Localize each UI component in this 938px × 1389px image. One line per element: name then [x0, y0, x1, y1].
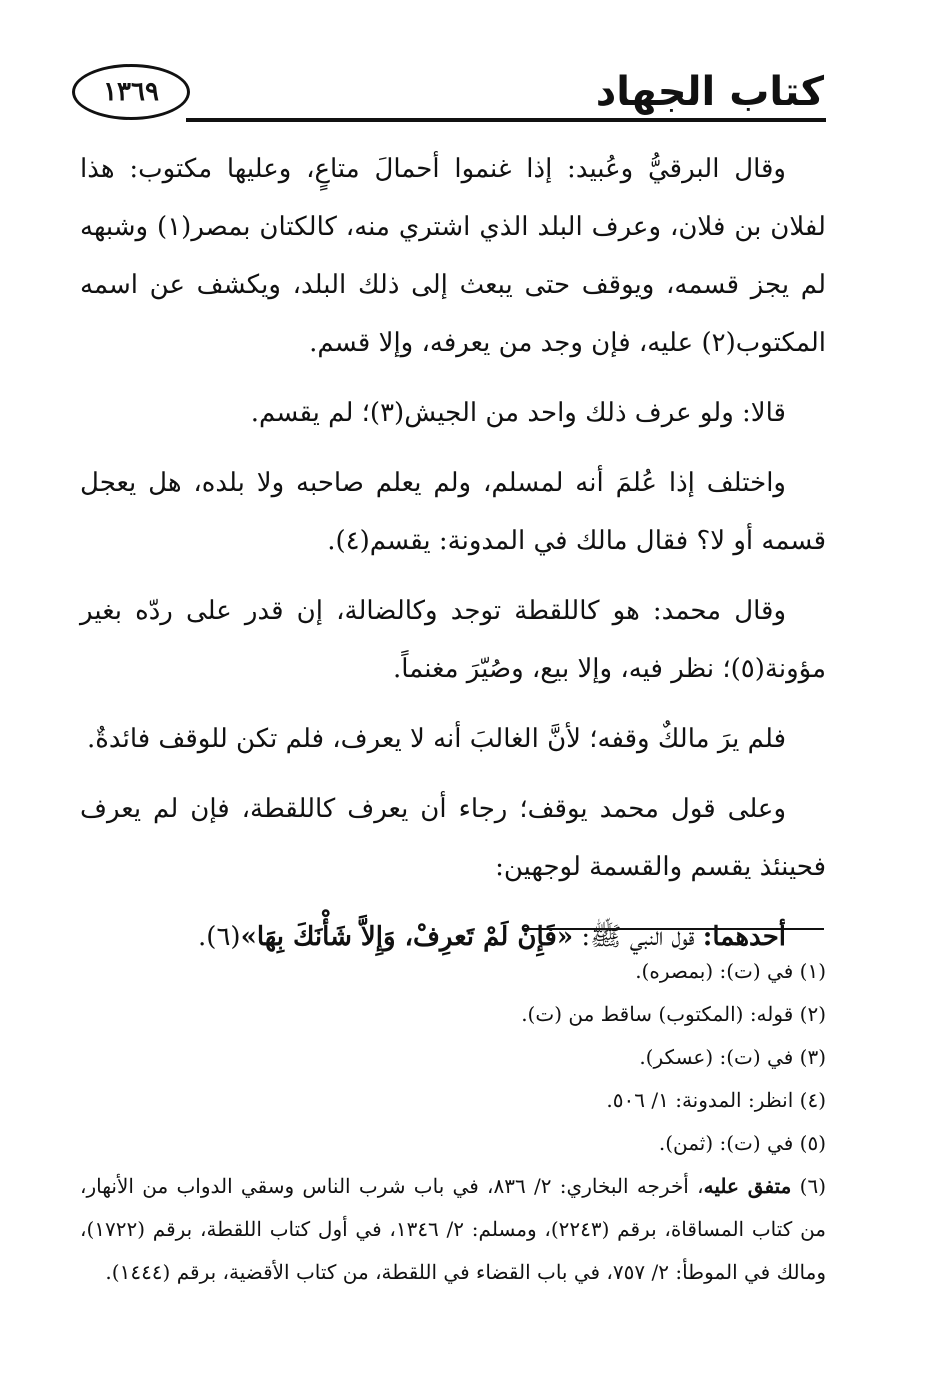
page-header [0, 0, 938, 140]
paragraph: فلم يرَ مالكٌ وقفه؛ لأنَّ الغالبَ أنه لا يعرف، فلم تكن للوقف فائدةٌ. [87, 724, 786, 754]
footnote-bold: متفق عليه [703, 1174, 792, 1198]
paragraph-lead: أحدهما: [702, 922, 786, 952]
paragraph: وعلى قول محمد يوقف؛ رجاء أن يعرف كاللقطة، فإن لم يعرف فحينئذ يقسم والقسمة لوجهين: [80, 794, 826, 882]
paragraph-text: قول النبي ﷺ: [573, 922, 703, 952]
footnote-separator [524, 928, 824, 930]
paragraph: وقال البرقيُّ وعُبيد: إذا غنموا أحمالَ متاعٍ، وعليها مكتوب: هذا لفلان بن فلان، وعرف البلد الذي اشتري منه، كالكتان بمصر(١) وشبهه لم يجز قسمه، ويوقف حتى يبعث إلى ذلك البلد، ويكشف عن اسمه المكتوب(٢) عليه، فإن وجد من يعرفه، وإلا قسم. [80, 154, 826, 358]
paragraph: واختلف إذا عُلمَ أنه لمسلم، ولم يعلم صاحبه ولا بلده، هل يعجل قسمه أو لا؟ فقال مالك في المدونة: يقسم(٤). [80, 468, 826, 556]
footnote: (٣) في (ت): (عسكر). [639, 1045, 826, 1069]
footnote: (١) في (ت): (بمصره). [635, 959, 826, 983]
main-text [80, 140, 826, 978]
page-number-oval [72, 64, 190, 120]
paragraph: قالا: ولو عرف ذلك واحد من الجيش(٣)؛ لم يقسم. [250, 398, 786, 428]
footnote [80, 1165, 826, 1294]
page-number: ١٣٦٩ [103, 77, 159, 107]
hadith-quote: «فَإِنْ لَمْ تَعرِفْ، وَإِلاَّ شَأْنَكَ بِهَا» [240, 922, 574, 952]
footnote: (٤) انظر: المدونة: ١/ ٥٠٦. [606, 1088, 826, 1112]
footnote: (٥) في (ت): (ثمن). [658, 1131, 826, 1155]
footnote-text: ، أخرجه البخاري: ٢/ ٨٣٦، في باب شرب الناس وسقي الدواب من الأنهار، من كتاب المساقاة، برقم (٢٢٤٣)، ومسلم: ٢/ ١٣٤٦، في أول كتاب اللقطة، برقم (١٧٢٢)، ومالك في الموطأ: ٢/ ٧٥٧، في باب القضاء في اللقطة، من كتاب الأقضية، برقم (١٤٤٤). [80, 1174, 827, 1284]
footnote: (٢) قوله: (المكتوب) ساقط من (ت). [521, 1002, 826, 1026]
book-title: كتاب الجهاد [595, 69, 824, 115]
paragraph: وقال محمد: هو كاللقطة توجد وكالضالة، إن قدر على ردّه بغير مؤونة(٥)؛ نظر فيه، وإلا بيع، وصُيّرَ مغنماً. [80, 596, 826, 684]
footnote-ref: (٦). [198, 922, 241, 952]
footnotes [80, 950, 826, 1294]
footnote-number: (٦) [791, 1174, 827, 1198]
